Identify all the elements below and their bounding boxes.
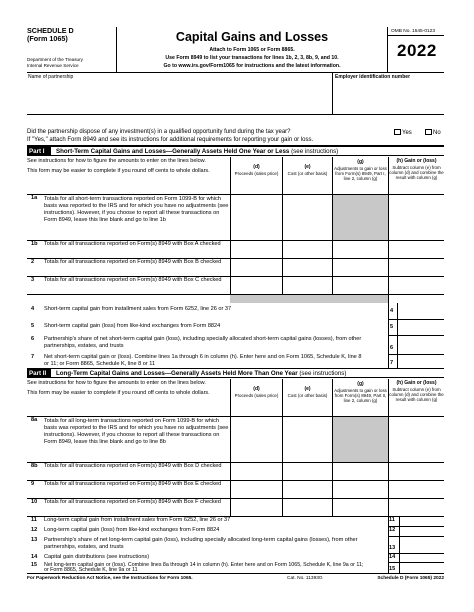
line-9-col-d[interactable] xyxy=(230,481,282,498)
line-5-box-num: 5 xyxy=(390,324,394,330)
line-number: 4 xyxy=(31,306,35,312)
line-number: 2 xyxy=(31,259,35,265)
line-text: Totals for all transactions reported on Form(s) 8949 with Box E checked xyxy=(44,481,222,487)
part2-title-text: Long-Term Capital Gains and Losses—Generally Assets Held More Than One Year xyxy=(56,370,298,377)
line-5-amount[interactable] xyxy=(397,319,444,335)
line-8a-col-g-shaded xyxy=(332,417,388,462)
line-10-col-e[interactable] xyxy=(282,499,332,516)
attach-note: Attach to Form 1065 or Form 8865. xyxy=(209,47,295,53)
line-1a-col-e[interactable] xyxy=(282,195,332,240)
p1-spacer-h xyxy=(388,295,444,303)
line-number: 7 xyxy=(31,354,35,360)
line-11-box-num: 11 xyxy=(389,517,395,523)
line-number: 5 xyxy=(31,323,35,329)
part1-title xyxy=(56,148,338,155)
schedule-d-form xyxy=(27,27,444,582)
qof-no[interactable] xyxy=(425,129,441,137)
p1-col-g-text: Adjustments to gain or loss from Form(s) 8949, Part I, line 2, column (g) xyxy=(334,165,387,182)
yes-checkbox[interactable] xyxy=(394,129,401,135)
line-1a-col-h[interactable] xyxy=(388,195,444,240)
part1-title-note: (see instructions) xyxy=(291,148,339,155)
dept-line1: Department of the Treasury xyxy=(27,57,83,62)
line-13-box-num: 13 xyxy=(389,545,396,551)
omb-number: OMB No. 1545-0123 xyxy=(388,27,444,36)
line-2-col-d[interactable] xyxy=(230,259,282,276)
line-12-box-num: 12 xyxy=(389,527,396,533)
line-number: 8b xyxy=(31,463,38,469)
paperwork-notice: For Paperwork Reduction Act Notice, see the Instructions for Form 1065. xyxy=(27,576,193,581)
department-label xyxy=(27,57,83,68)
line-13-amount[interactable] xyxy=(399,536,444,553)
line-text: Totals for all transactions reported on Form(s) 8949 with Box A checked xyxy=(44,241,221,247)
line-11-amount[interactable] xyxy=(399,516,444,526)
line-1b-col-g[interactable] xyxy=(332,241,388,258)
part2-label: Part II xyxy=(27,369,51,378)
line-14-box-num: 14 xyxy=(389,554,396,560)
p2-col-e-letter: (e) xyxy=(304,386,311,392)
p2-col-d-letter: (d) xyxy=(253,386,260,392)
form-footer-id: Schedule D (Form 1065) 2022 xyxy=(377,576,444,581)
line-8b-col-g[interactable] xyxy=(332,463,388,480)
p2-col-d-header xyxy=(230,379,282,416)
part1-label: Part I xyxy=(27,147,51,156)
line-8b-col-d[interactable] xyxy=(230,463,282,480)
ein-field[interactable] xyxy=(332,73,444,115)
part1-header xyxy=(27,146,444,156)
tax-year: 2022 xyxy=(397,41,437,60)
qof-followup: If "Yes," attach Form 8949 and see its instructions for additional requirements for reporting your gain or loss. xyxy=(27,137,444,146)
line-number: 13 xyxy=(31,537,38,543)
p2-col-g-text: Adjustments to gain or loss from Form(s) 8949, Part II, line 2, column (g) xyxy=(334,387,387,404)
line-number: 1b xyxy=(31,241,38,247)
form-header xyxy=(27,27,444,73)
p1-col-d-header xyxy=(230,157,282,194)
p1-col-d-letter: (d) xyxy=(253,164,260,170)
line-text: Partnership's share of net short-term capital gain (loss), including specially allocated short-term capital gains (losses), from other partnerships, estates, and trusts xyxy=(44,336,362,350)
part2-title-note: (see instructions) xyxy=(299,370,347,377)
irs-link-note: Go to www.irs.gov/Form1065 for instructions and the latest information. xyxy=(163,63,341,70)
line-text: Totals for all transactions reported on Form(s) 8949 with Box D checked xyxy=(44,463,222,469)
line-6 xyxy=(27,336,444,353)
line-6-amount[interactable] xyxy=(397,335,444,354)
line-number: 15 xyxy=(31,562,37,568)
p1-col-h-text: Subtract column (e) from column (d) and combine the result with column (g) xyxy=(389,164,444,181)
line-6-box-num: 6 xyxy=(390,345,394,351)
line-4-amount[interactable] xyxy=(397,303,444,319)
p1-col-e-header xyxy=(282,157,332,194)
line-text: Short-term capital gain from installment sales from Form 6252, line 26 or 37 xyxy=(44,306,232,312)
line-9-col-g[interactable] xyxy=(332,481,388,498)
p1-col-d-text: Proceeds (sales price) xyxy=(234,170,279,176)
line-text: Long-term capital gain from installment sales from Form 6252, line 26 or 37 xyxy=(44,517,231,523)
p1-col-e-text: Cost (or other basis) xyxy=(287,170,328,176)
line-text: Totals for all short-term transactions reported on Form 1099-B for which basis was reported to the IRS and for which you have no adjustments (see instructions). However, if you choose to report all these transactions on Form 8949, leave this line blank and go to line 1b xyxy=(44,196,229,224)
p2-col-d-text: Proceeds (sales price) xyxy=(234,392,279,398)
line-number: 8a xyxy=(31,417,38,423)
p1-col-g-letter: (g) xyxy=(357,159,364,165)
part2-instr1: See instructions for how to figure the amounts to enter on the lines below. xyxy=(27,380,206,386)
line-15-amount[interactable] xyxy=(399,562,444,573)
part1-instructions xyxy=(27,158,222,175)
line-text: Partnership's share of net long-term capital gain (loss), including specially allocated long-term capital gains (losses), from other partnerships, estates, and trusts xyxy=(44,537,358,551)
line-number: 6 xyxy=(31,336,35,342)
line-1a-col-g-shaded xyxy=(332,195,388,240)
line-text: Capital gain distributions (see instructions) xyxy=(44,554,150,560)
line-number: 1a xyxy=(31,195,38,201)
part1-instr2: This form may be easier to complete if you round off cents to whole dollars. xyxy=(27,167,210,174)
line-number: 9 xyxy=(31,481,35,487)
omb-block xyxy=(387,27,444,73)
p2-col-h-letter: (h) Gain or (loss) xyxy=(396,380,437,386)
line-8b-col-e[interactable] xyxy=(282,463,332,480)
p2-col-g-letter: (g) xyxy=(357,381,364,387)
line-number: 14 xyxy=(31,554,38,560)
qof-question xyxy=(27,129,444,136)
partnership-name-label: Name of partnership xyxy=(28,74,74,80)
line-text: Totals for all long-term transactions reported on Form 1099-B for which basis was reported to the IRS and for which you have no adjustments (see instructions). However, if you choose to report all these transactions on Form 8949, leave this line blank and go to line 8b xyxy=(44,418,229,446)
title-block xyxy=(117,27,387,73)
part2-instructions xyxy=(27,380,222,397)
p2-col-h-header xyxy=(388,379,444,416)
p2-col-e-header xyxy=(282,379,332,416)
part2-title xyxy=(56,370,346,377)
line-1b-col-h[interactable] xyxy=(388,241,444,258)
line-9-col-h[interactable] xyxy=(388,481,444,498)
no-label: No xyxy=(433,130,441,136)
line-14 xyxy=(27,554,444,562)
line-8a-col-d[interactable] xyxy=(230,417,282,462)
part2-instr2: This form may be easier to complete if you round off cents to whole dollars. xyxy=(27,389,210,396)
line-3-col-h[interactable] xyxy=(388,277,444,294)
catalog-number: Cat. No. 11393G xyxy=(287,576,323,581)
form-id-block xyxy=(27,27,117,73)
no-checkbox[interactable] xyxy=(425,129,432,135)
line-number: 10 xyxy=(31,499,38,505)
line-text: Net long-term capital gain or (loss). Combine lines 8a through 14 in column (h). Enter here and on Form 1065, Schedule K, line 9a or 11; or Form 8865, Schedule K, line 9a or 11 xyxy=(44,562,364,574)
part1-title-text: Short-Term Capital Gains and Losses—Generally Assets Held One Year or Less xyxy=(56,148,290,155)
form-id-line2: (Form 1065) xyxy=(27,34,68,44)
form-id-line1: SCHEDULE D xyxy=(27,26,74,35)
line-10-col-h[interactable] xyxy=(388,499,444,516)
dept-line2: Internal Revenue Service xyxy=(27,62,79,68)
line-text: Long-term capital gain (loss) from like-kind exchanges from Form 8824 xyxy=(44,527,220,533)
line-3-col-e[interactable] xyxy=(282,277,332,294)
line-5 xyxy=(27,323,444,336)
line-7 xyxy=(27,354,444,369)
line-10-col-g[interactable] xyxy=(332,499,388,516)
line-3-col-g[interactable] xyxy=(332,277,388,294)
p2-col-h-text: Subtract column (e) from column (d) and combine the result with column (g) xyxy=(389,386,444,403)
part2-header xyxy=(27,368,444,378)
line-7-box-num: 7 xyxy=(390,360,394,366)
line-1b-col-e[interactable] xyxy=(282,241,332,258)
yes-label: Yes xyxy=(402,130,412,136)
line-2-col-g[interactable] xyxy=(332,259,388,276)
p2-col-g-header xyxy=(332,379,388,416)
form8949-note: Use Form 8949 to list your transactions for lines 1b, 2, 3, 8b, 9, and 10. xyxy=(165,55,339,62)
line-8a-col-e[interactable] xyxy=(282,417,332,462)
line-12-amount[interactable] xyxy=(399,526,444,536)
line-15 xyxy=(27,563,444,573)
line-text: Totals for all transactions reported on Form(s) 8949 with Box C checked xyxy=(44,277,222,283)
line-text: Short-term capital gain (loss) from like-kind exchanges from Form 8824 xyxy=(44,323,221,329)
qof-question-text: Did the partnership dispose of any investment(s) in a qualified opportunity fund during the tax year? xyxy=(27,129,291,135)
line-3-col-d[interactable] xyxy=(230,277,282,294)
p1-spacer-shaded xyxy=(230,295,388,303)
p1-col-h-header xyxy=(388,157,444,194)
line-number: 11 xyxy=(31,517,37,523)
line-9-col-e[interactable] xyxy=(282,481,332,498)
line-8a-col-h[interactable] xyxy=(388,417,444,462)
part1-instr1: See instructions for how to figure the amounts to enter on the lines below. xyxy=(27,158,206,164)
line-4 xyxy=(27,306,444,319)
line-14-amount[interactable] xyxy=(399,553,444,562)
line-text: Totals for all transactions reported on Form(s) 8949 with Box F checked xyxy=(44,499,221,505)
line-8b-col-h[interactable] xyxy=(388,463,444,480)
line-10-col-d[interactable] xyxy=(230,499,282,516)
line-4-box-num: 4 xyxy=(390,308,394,314)
line-1b-col-d[interactable] xyxy=(230,241,282,258)
qof-yes[interactable] xyxy=(394,129,412,137)
p1-col-g-header xyxy=(332,157,388,194)
line-15-box-num: 15 xyxy=(389,566,396,572)
line-13 xyxy=(27,537,444,553)
line-1a-col-d[interactable] xyxy=(230,195,282,240)
line-text: Net short-term capital gain or (loss). Combine lines 1a through 6 in column (h). Enter here and on Form 1065, Schedule K, line 8 or 11; or Form 8865, Schedule K, line 8 or 11 xyxy=(44,354,362,368)
p2-col-e-text: Cost (or other basis) xyxy=(287,392,328,398)
line-7-amount[interactable] xyxy=(397,354,444,368)
name-row xyxy=(27,73,444,115)
line-2-col-e[interactable] xyxy=(282,259,332,276)
line-11 xyxy=(27,517,444,525)
line-number: 12 xyxy=(31,527,38,533)
line-number: 3 xyxy=(31,277,35,283)
ein-label: Employer identification number xyxy=(335,74,411,80)
line-text: Totals for all transactions reported on Form(s) 8949 with Box B checked xyxy=(44,259,222,265)
p1-col-e-letter: (e) xyxy=(304,164,311,170)
form-footer xyxy=(27,573,444,582)
line-2-col-h[interactable] xyxy=(388,259,444,276)
p1-col-h-letter: (h) Gain or (loss) xyxy=(396,158,437,164)
line-12 xyxy=(27,527,444,535)
form-title: Capital Gains and Losses xyxy=(175,30,329,44)
